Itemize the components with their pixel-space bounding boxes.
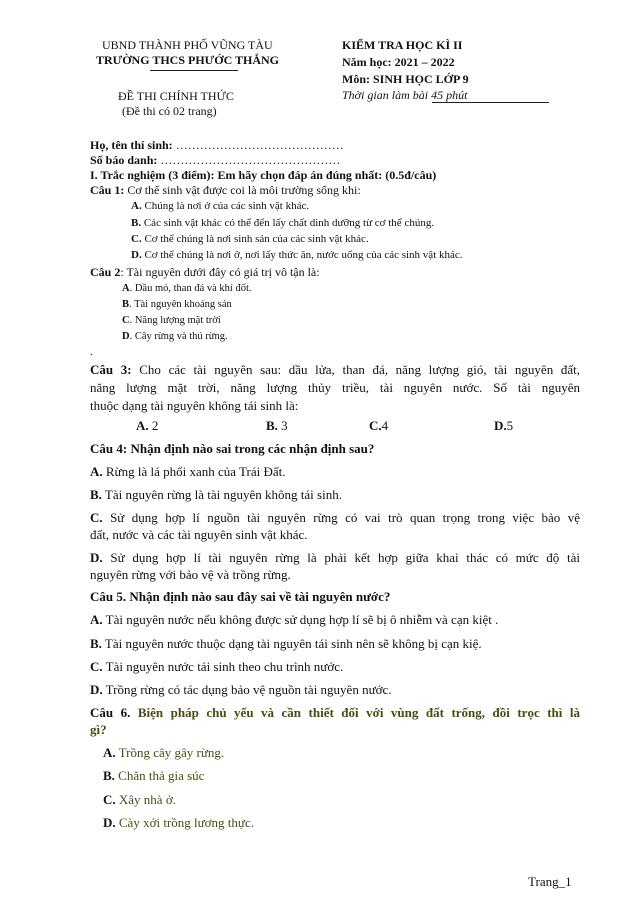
option-key: A. (131, 200, 142, 212)
option-text: Sử dụng hợp lí tài nguyên rừng là phải kết hợp giữa khai thác có mức độ tài (102, 550, 580, 565)
option-key: C (122, 315, 130, 326)
question-1 (90, 183, 361, 198)
question-label: Câu 1: (90, 183, 125, 197)
q4-option-d-line2: nguyên rừng với bảo vệ và trồng rừng. (90, 567, 291, 582)
option-text: Trồng rừng có tác dụng bảo vệ nguồn tài nguyên nước. (102, 682, 392, 697)
option-key: B. (266, 418, 278, 433)
q2-option-c (122, 315, 221, 326)
q3-option-a (136, 418, 158, 434)
option-text: Chúng là nơi ở của các sinh vật khác. (141, 200, 310, 212)
question-6-title-line1 (90, 705, 580, 721)
option-key: B (122, 299, 130, 310)
option-key: A (122, 283, 130, 294)
q2-option-a (122, 283, 252, 294)
header-divider (150, 70, 238, 71)
option-text: Cày xới trồng lương thực. (115, 815, 254, 830)
option-text: 3 (277, 418, 288, 433)
section-title: I. Trắc nghiệm (3 điểm): Em hãy chọn đáp án đúng nhất: (0.5đ/câu) (90, 168, 437, 182)
q6-option-b (103, 768, 204, 784)
option-key: D. (494, 418, 507, 433)
duration-underline (432, 102, 549, 103)
option-key: D. (90, 550, 103, 565)
question-6-title-line2: gì? (90, 722, 107, 737)
q2-option-d (122, 331, 228, 342)
option-text: 5 (506, 418, 514, 433)
student-id-label: Số báo danh: (90, 153, 161, 167)
q4-option-b (90, 487, 342, 503)
option-text: Tài nguyên rừng là tài nguyên không tái sinh. (101, 487, 342, 502)
school-year: Năm học: 2021 – 2022 (342, 55, 455, 69)
option-text: Tài nguyên nước thuộc dạng tài nguyên tái sinh nên sẽ không bị cạn kiệ. (101, 636, 482, 651)
q1-option-b (131, 217, 434, 229)
option-text: Xây nhà ở. (115, 792, 176, 807)
q6-option-c (103, 792, 176, 808)
option-text: . Dầu mỏ, than đá và khí đốt. (129, 283, 252, 294)
option-key: B. (131, 217, 142, 229)
question-text: Cho các tài nguyên sau: dầu lửa, than đá, năng lượng gió, tài nguyên đất, (131, 362, 580, 377)
q5-option-c (90, 659, 343, 675)
option-text: . Cây rừng và thú rừng. (129, 331, 228, 342)
option-text: Rừng là lá phổi xanh của Trái Đất. (102, 464, 286, 479)
option-key: D. (131, 249, 142, 261)
option-key: D. (103, 815, 116, 830)
header-official: ĐỀ THI CHÍNH THỨC (118, 89, 234, 103)
exam-title: KIỂM TRA HỌC KÌ II (342, 38, 463, 52)
option-text: Các sinh vật khác có thể đến lấy chất dinh dưỡng từ cơ thể chúng. (141, 217, 435, 229)
option-text: Cơ thể chúng là nơi ở, nơi lấy thức ăn, nước uống của các sinh vật khác. (141, 249, 463, 261)
student-id-dots: ……………………………………… (160, 153, 341, 167)
q2-option-b (122, 299, 232, 310)
option-key: D (122, 331, 130, 342)
option-key: C. (131, 233, 142, 245)
q4-option-c-line1 (90, 510, 580, 526)
option-text: Sử dụng hợp lí nguồn tài nguyên rừng có vai trò quan trọng trong việc bảo vệ (102, 510, 580, 525)
question-label: Câu 6. (90, 705, 138, 720)
subject: Môn: SINH HỌC LỚP 9 (342, 72, 469, 86)
question-4-title: Câu 4: Nhận định nào sai trong các nhận định sau? (90, 441, 375, 456)
option-text: Tài nguyên nước nếu không được sử dụng hợp lí sẽ bị ô nhiễm và cạn kiệt . (102, 612, 499, 627)
stray-dot: . (90, 346, 93, 358)
option-text: Cơ thể chúng là nơi sinh sản của các sinh vật khác. (141, 233, 369, 245)
q1-option-a (131, 200, 309, 212)
q3-option-c (369, 418, 388, 434)
option-key: C. (369, 418, 382, 433)
question-5-title: Câu 5. Nhận định nào sau đây sai về tài nguyên nước? (90, 589, 391, 604)
option-text: Trồng cây gây rừng. (115, 745, 225, 760)
question-text: Cơ thể sinh vật được coi là môi trường sống khi: (124, 183, 361, 197)
q1-option-c (131, 233, 369, 245)
option-key: A. (136, 418, 149, 433)
question-text: : Tài nguyên dưới đây có giá trị vô tận là: (120, 265, 320, 279)
student-name-label: Họ, tên thí sinh: (90, 138, 176, 152)
q1-option-d (131, 249, 463, 261)
q5-option-b (90, 636, 482, 652)
q4-option-a (90, 464, 286, 480)
q3-option-d (494, 418, 513, 434)
option-key: B. (103, 768, 115, 783)
option-key: B. (90, 487, 102, 502)
option-key: C. (103, 792, 116, 807)
header-org: UBND THÀNH PHỐ VŨNG TÀU (102, 38, 273, 52)
q4-option-d-line1 (90, 550, 580, 566)
option-text: . Tài nguyên khoáng sản (129, 299, 232, 310)
q4-option-c-line2: đất, nước và các tài nguyên sinh vật khác. (90, 527, 308, 542)
q6-option-d (103, 815, 254, 831)
option-key: A. (103, 745, 116, 760)
question-2 (90, 265, 320, 280)
option-text: Tài nguyên nước tái sinh theo chu trình nước. (102, 659, 344, 674)
option-key: B. (90, 636, 102, 651)
question-label: Câu 2 (90, 265, 121, 279)
q3-option-b (266, 418, 288, 434)
option-text: 2 (148, 418, 159, 433)
option-key: D. (90, 682, 103, 697)
q5-option-d (90, 682, 392, 698)
option-key: C. (90, 659, 103, 674)
q5-option-a (90, 612, 498, 628)
page-number: Trang_1 (528, 874, 572, 889)
option-text: 4 (381, 418, 389, 433)
q6-option-a (103, 745, 224, 761)
header-pages: (Đề thi có 02 trang) (122, 104, 217, 118)
question-text: Biện pháp chủ yếu và cần thiết đối với vùng đất trống, đồi trọc thì là (137, 705, 580, 720)
question-label: Câu 3: (90, 362, 132, 377)
option-key: A. (90, 464, 103, 479)
option-key: A. (90, 612, 103, 627)
option-text: Chăn thả gia súc (114, 768, 205, 783)
question-3-line2: năng lượng mặt trời, năng lượng thủy triều, tài nguyên nước. Số tài nguyên (90, 380, 580, 395)
question-3-line1 (90, 362, 580, 378)
question-3-line3: thuộc dạng tài nguyên không tái sinh là: (90, 398, 299, 413)
student-id-field (90, 153, 340, 168)
option-text: . Năng lượng mặt trời (129, 315, 221, 326)
student-name-dots: …………………………………… (175, 138, 344, 152)
duration: Thời gian làm bài 45 phút (342, 88, 468, 102)
student-name-field (90, 138, 344, 153)
header-school: TRƯỜNG THCS PHƯỚC THẮNG (96, 53, 280, 67)
option-key: C. (90, 510, 103, 525)
